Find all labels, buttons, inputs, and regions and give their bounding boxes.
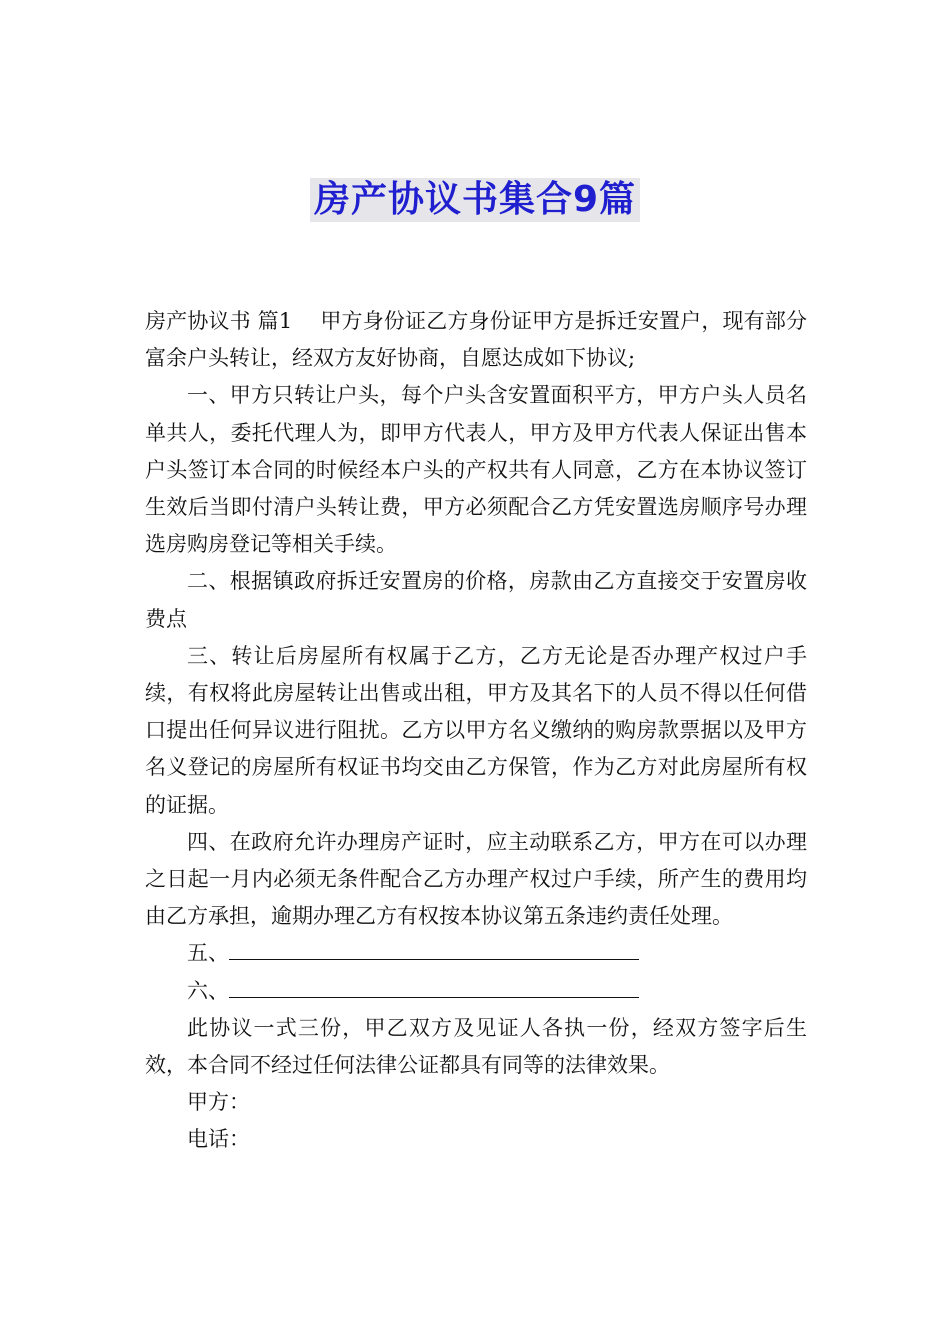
clause-3: 三、转让后房屋所有权属于乙方，乙方无论是否办理产权过户手续，有权将此房屋转让出售或出租，甲方及其名下的人员不得以任何借口提出任何异议进行阻扰。乙方以甲方名义缴纳的购房款票据以及甲方名义登记的房屋所有权证书均交由乙方保管，作为乙方对此房屋所有权的证据。 [145,643,807,817]
document-body [145,303,807,1159]
fill-in-line [229,996,639,998]
clause-4: 四、在政府允许办理房产证时，应主动联系乙方，甲方在可以办理之日起一月内必须无条件配合乙方办理产权过户手续，所产生的费用均由乙方承担，逾期办理乙方有权按本协议第五条违约责任处理。 [145,829,807,929]
section-heading: 房产协议书 篇1 [145,309,293,333]
clause-6-label: 六、 [187,978,229,1003]
closing-paragraph: 此协议一式三份，甲乙双方及见证人各执一份，经双方签字后生效，本合同不经过任何法律公证都具有同等的法律效果。 [145,1015,807,1078]
intro-paragraph [145,303,807,377]
clause-5-label: 五、 [187,941,229,966]
document-title: 房产协议书集合9篇 [310,178,640,222]
clause-5-blank [145,935,807,972]
clause-6-blank [145,973,807,1010]
fill-in-line [229,958,639,960]
signature-party-a: 甲方： [187,1090,250,1115]
intro-text: 甲方身份证乙方身份证甲方是拆迁安置户，现有部分富余户头转让，经双方友好协商，自愿达成如下协议; [145,309,807,371]
title-container [0,178,950,222]
clause-2: 二、根据镇政府拆迁安置房的价格，房款由乙方直接交于安置房收费点 [145,569,807,631]
signature-phone: 电话： [187,1127,250,1152]
clause-1: 一、甲方只转让户头，每个户头含安置面积平方，甲方户头人员名单共人，委托代理人为，即甲方代表人，甲方及甲方代表人保证出售本户头签订本合同的时候经本户头的产权共有人同意，乙方在本协议签订生效后当即付清户头转让费，甲方必须配合乙方凭安置选房顺序号办理选房购房登记等相关手续。 [145,383,807,557]
